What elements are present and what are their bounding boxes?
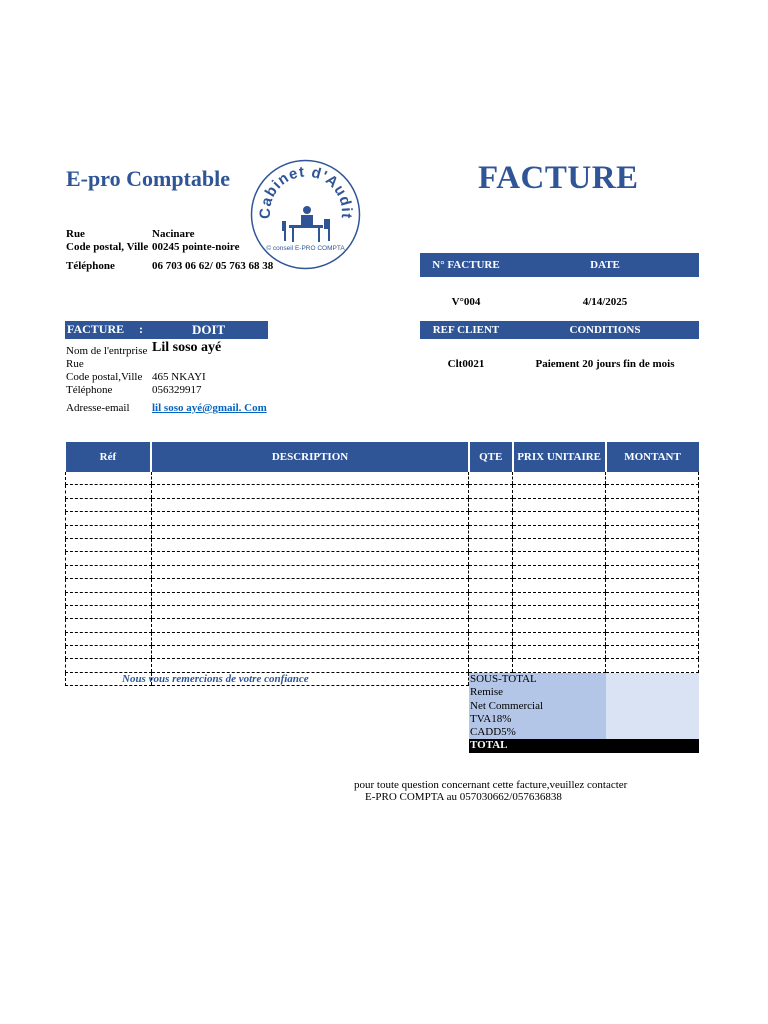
client-cp-label: Code postal,Ville — [66, 371, 143, 383]
table-cell[interactable] — [151, 552, 468, 565]
client-email-link[interactable]: lil soso ayé@gmail. Com — [152, 402, 267, 414]
invoice-number-label: N° FACTURE — [432, 259, 500, 271]
table-header-row — [66, 442, 699, 472]
table-cell[interactable] — [151, 472, 468, 485]
table-cell[interactable] — [513, 565, 606, 578]
table-cell[interactable] — [151, 605, 468, 618]
client-cp-value: 465 NKAYI — [152, 371, 206, 383]
items-body — [66, 472, 699, 686]
table-cell[interactable] — [606, 525, 699, 538]
logo-text-bottom: © conseil E-PRO COMPTA — [266, 245, 345, 252]
issuer-tel-label: Téléphone — [66, 260, 115, 272]
ref-client-label: REF CLIENT — [432, 324, 500, 336]
table-cell[interactable] — [66, 512, 152, 525]
total-value — [606, 739, 699, 752]
client-bar-facture: FACTURE — [67, 322, 125, 336]
remise-label: Remise — [469, 686, 606, 699]
table-cell[interactable] — [606, 592, 699, 605]
table-row — [66, 512, 699, 525]
table-cell[interactable] — [469, 525, 513, 538]
col-header-montant: MONTANT — [606, 442, 699, 472]
table-cell[interactable] — [66, 485, 152, 498]
table-cell[interactable] — [513, 579, 606, 592]
table-cell[interactable] — [469, 552, 513, 565]
table-cell[interactable] — [513, 592, 606, 605]
client-bar-colon: : — [139, 322, 143, 336]
footer-line-2: E-PRO COMPTA au 057030662/057636838 — [365, 791, 562, 803]
invoice-date-label: DATE — [590, 259, 620, 271]
issuer-cp-label: Code postal, Ville — [66, 241, 149, 253]
table-cell[interactable] — [513, 472, 606, 485]
table-cell[interactable] — [66, 592, 152, 605]
total-label: TOTAL — [469, 739, 606, 752]
table-row — [66, 646, 699, 659]
issuer-tel-value: 06 703 06 62/ 05 763 68 38 — [152, 260, 274, 272]
client-bar-doit: DOIT — [192, 322, 226, 337]
client-meta-header — [420, 321, 699, 339]
table-cell[interactable] — [66, 646, 152, 659]
client-rue-label: Rue — [66, 358, 84, 370]
table-cell[interactable] — [513, 619, 606, 632]
tva-label: TVA18% — [469, 713, 606, 726]
totals-row-remise — [469, 686, 699, 699]
table-cell[interactable] — [469, 498, 513, 511]
table-row — [66, 525, 699, 538]
table-cell[interactable] — [66, 525, 152, 538]
logo-text-top: Cabinet d'Audit — [256, 163, 356, 221]
table-cell[interactable] — [469, 646, 513, 659]
table-cell[interactable] — [469, 512, 513, 525]
table-cell[interactable] — [151, 579, 468, 592]
table-row — [66, 565, 699, 578]
table-cell[interactable] — [66, 552, 152, 565]
table-row — [66, 632, 699, 645]
table-cell[interactable] — [469, 485, 513, 498]
table-cell[interactable] — [66, 659, 152, 672]
table-cell[interactable] — [469, 472, 513, 485]
table-cell[interactable] — [606, 472, 699, 485]
table-cell[interactable] — [151, 498, 468, 511]
table-cell[interactable] — [513, 525, 606, 538]
table-cell[interactable] — [151, 512, 468, 525]
issuer-rue-value: Nacinare — [152, 228, 195, 240]
table-cell[interactable] — [513, 552, 606, 565]
client-tel-value: 056329917 — [152, 384, 202, 396]
conditions-value: Paiement 20 jours fin de mois — [535, 358, 675, 370]
client-entreprise-label: Nom de l'entrprise — [66, 345, 148, 357]
table-cell[interactable] — [513, 498, 606, 511]
invoice-meta-header — [420, 253, 699, 277]
table-cell[interactable] — [151, 565, 468, 578]
totals-row-tva — [469, 713, 699, 726]
table-cell[interactable] — [151, 525, 468, 538]
table-cell[interactable] — [66, 538, 152, 551]
col-header-description: DESCRIPTION — [151, 442, 468, 472]
table-row — [66, 605, 699, 618]
table-row — [66, 579, 699, 592]
client-email-label: Adresse-email — [66, 402, 130, 414]
table-row — [66, 498, 699, 511]
totals-block — [469, 673, 699, 753]
table-cell[interactable] — [606, 552, 699, 565]
cadd-value — [606, 726, 699, 739]
ref-client-value: Clt0021 — [447, 358, 485, 370]
table-cell[interactable] — [469, 579, 513, 592]
footer-line-1: pour toute question concernant cette facture,veuillez contacter — [354, 779, 628, 791]
table-cell[interactable] — [606, 579, 699, 592]
totals-row-sous-total — [469, 673, 699, 686]
table-row — [66, 472, 699, 485]
invoice-number-value: V°004 — [451, 296, 481, 308]
remise-value — [606, 686, 699, 699]
table-row — [66, 659, 699, 672]
table-cell[interactable] — [513, 659, 606, 672]
table-cell[interactable] — [151, 659, 468, 672]
table-cell[interactable] — [606, 619, 699, 632]
table-row — [66, 485, 699, 498]
table-cell[interactable] — [469, 605, 513, 618]
issuer-cp-value: 00245 pointe-noire — [152, 241, 240, 253]
table-cell[interactable] — [151, 632, 468, 645]
client-bar — [65, 321, 268, 339]
sous-total-label: SOUS-TOTAL — [469, 673, 606, 686]
table-cell[interactable] — [469, 619, 513, 632]
client-tel-label: Téléphone — [66, 384, 113, 396]
company-logo — [249, 159, 362, 270]
net-commercial-value — [606, 700, 699, 713]
table-cell[interactable] — [66, 632, 152, 645]
conditions-label: CONDITIONS — [569, 324, 641, 336]
totals-row-total — [469, 739, 699, 752]
table-cell[interactable] — [606, 605, 699, 618]
table-cell[interactable] — [469, 538, 513, 551]
table-cell[interactable] — [606, 565, 699, 578]
table-cell[interactable] — [151, 619, 468, 632]
table-cell[interactable] — [513, 632, 606, 645]
client-entreprise-value: Lil soso ayé — [152, 340, 222, 355]
table-cell[interactable] — [513, 605, 606, 618]
company-name: E-pro Comptable — [66, 166, 230, 191]
col-header-ref: Réf — [66, 442, 152, 472]
table-cell[interactable] — [66, 565, 152, 578]
table-cell[interactable] — [606, 498, 699, 511]
table-row — [66, 538, 699, 551]
cadd-label: CADD5% — [469, 726, 606, 739]
table-cell[interactable] — [151, 592, 468, 605]
document-title: FACTURE — [478, 160, 639, 196]
invoice-date-value: 4/14/2025 — [582, 296, 628, 308]
table-cell[interactable] — [513, 538, 606, 551]
table-cell[interactable] — [606, 646, 699, 659]
table-cell[interactable] — [469, 659, 513, 672]
table-row — [66, 592, 699, 605]
table-cell[interactable] — [513, 646, 606, 659]
table-cell[interactable] — [151, 485, 468, 498]
table-cell[interactable] — [66, 605, 152, 618]
table-cell[interactable] — [469, 565, 513, 578]
items-table — [65, 442, 699, 686]
tva-value — [606, 713, 699, 726]
totals-row-net — [469, 700, 699, 713]
footer-contact — [300, 779, 670, 803]
table-cell[interactable] — [606, 538, 699, 551]
thanks-message: Nous vous remercions de votre confiance — [122, 673, 309, 685]
table-row — [66, 552, 699, 565]
table-cell[interactable] — [66, 579, 152, 592]
net-commercial-label: Net Commercial — [469, 700, 606, 713]
table-cell[interactable] — [151, 646, 468, 659]
table-cell[interactable] — [469, 632, 513, 645]
table-cell[interactable] — [66, 498, 152, 511]
table-cell[interactable] — [513, 512, 606, 525]
col-header-qte: QTE — [469, 442, 513, 472]
table-cell[interactable] — [606, 485, 699, 498]
table-cell[interactable] — [606, 632, 699, 645]
col-header-prix-unitaire: PRIX UNITAIRE — [513, 442, 606, 472]
totals-row-cadd — [469, 726, 699, 739]
table-cell[interactable] — [151, 538, 468, 551]
table-cell[interactable] — [606, 512, 699, 525]
sous-total-value — [606, 673, 699, 686]
table-row — [66, 619, 699, 632]
table-cell[interactable] — [66, 619, 152, 632]
issuer-rue-label: Rue — [66, 228, 85, 240]
table-cell[interactable] — [513, 485, 606, 498]
table-cell[interactable] — [606, 659, 699, 672]
table-cell[interactable] — [469, 592, 513, 605]
table-cell[interactable] — [66, 472, 152, 485]
